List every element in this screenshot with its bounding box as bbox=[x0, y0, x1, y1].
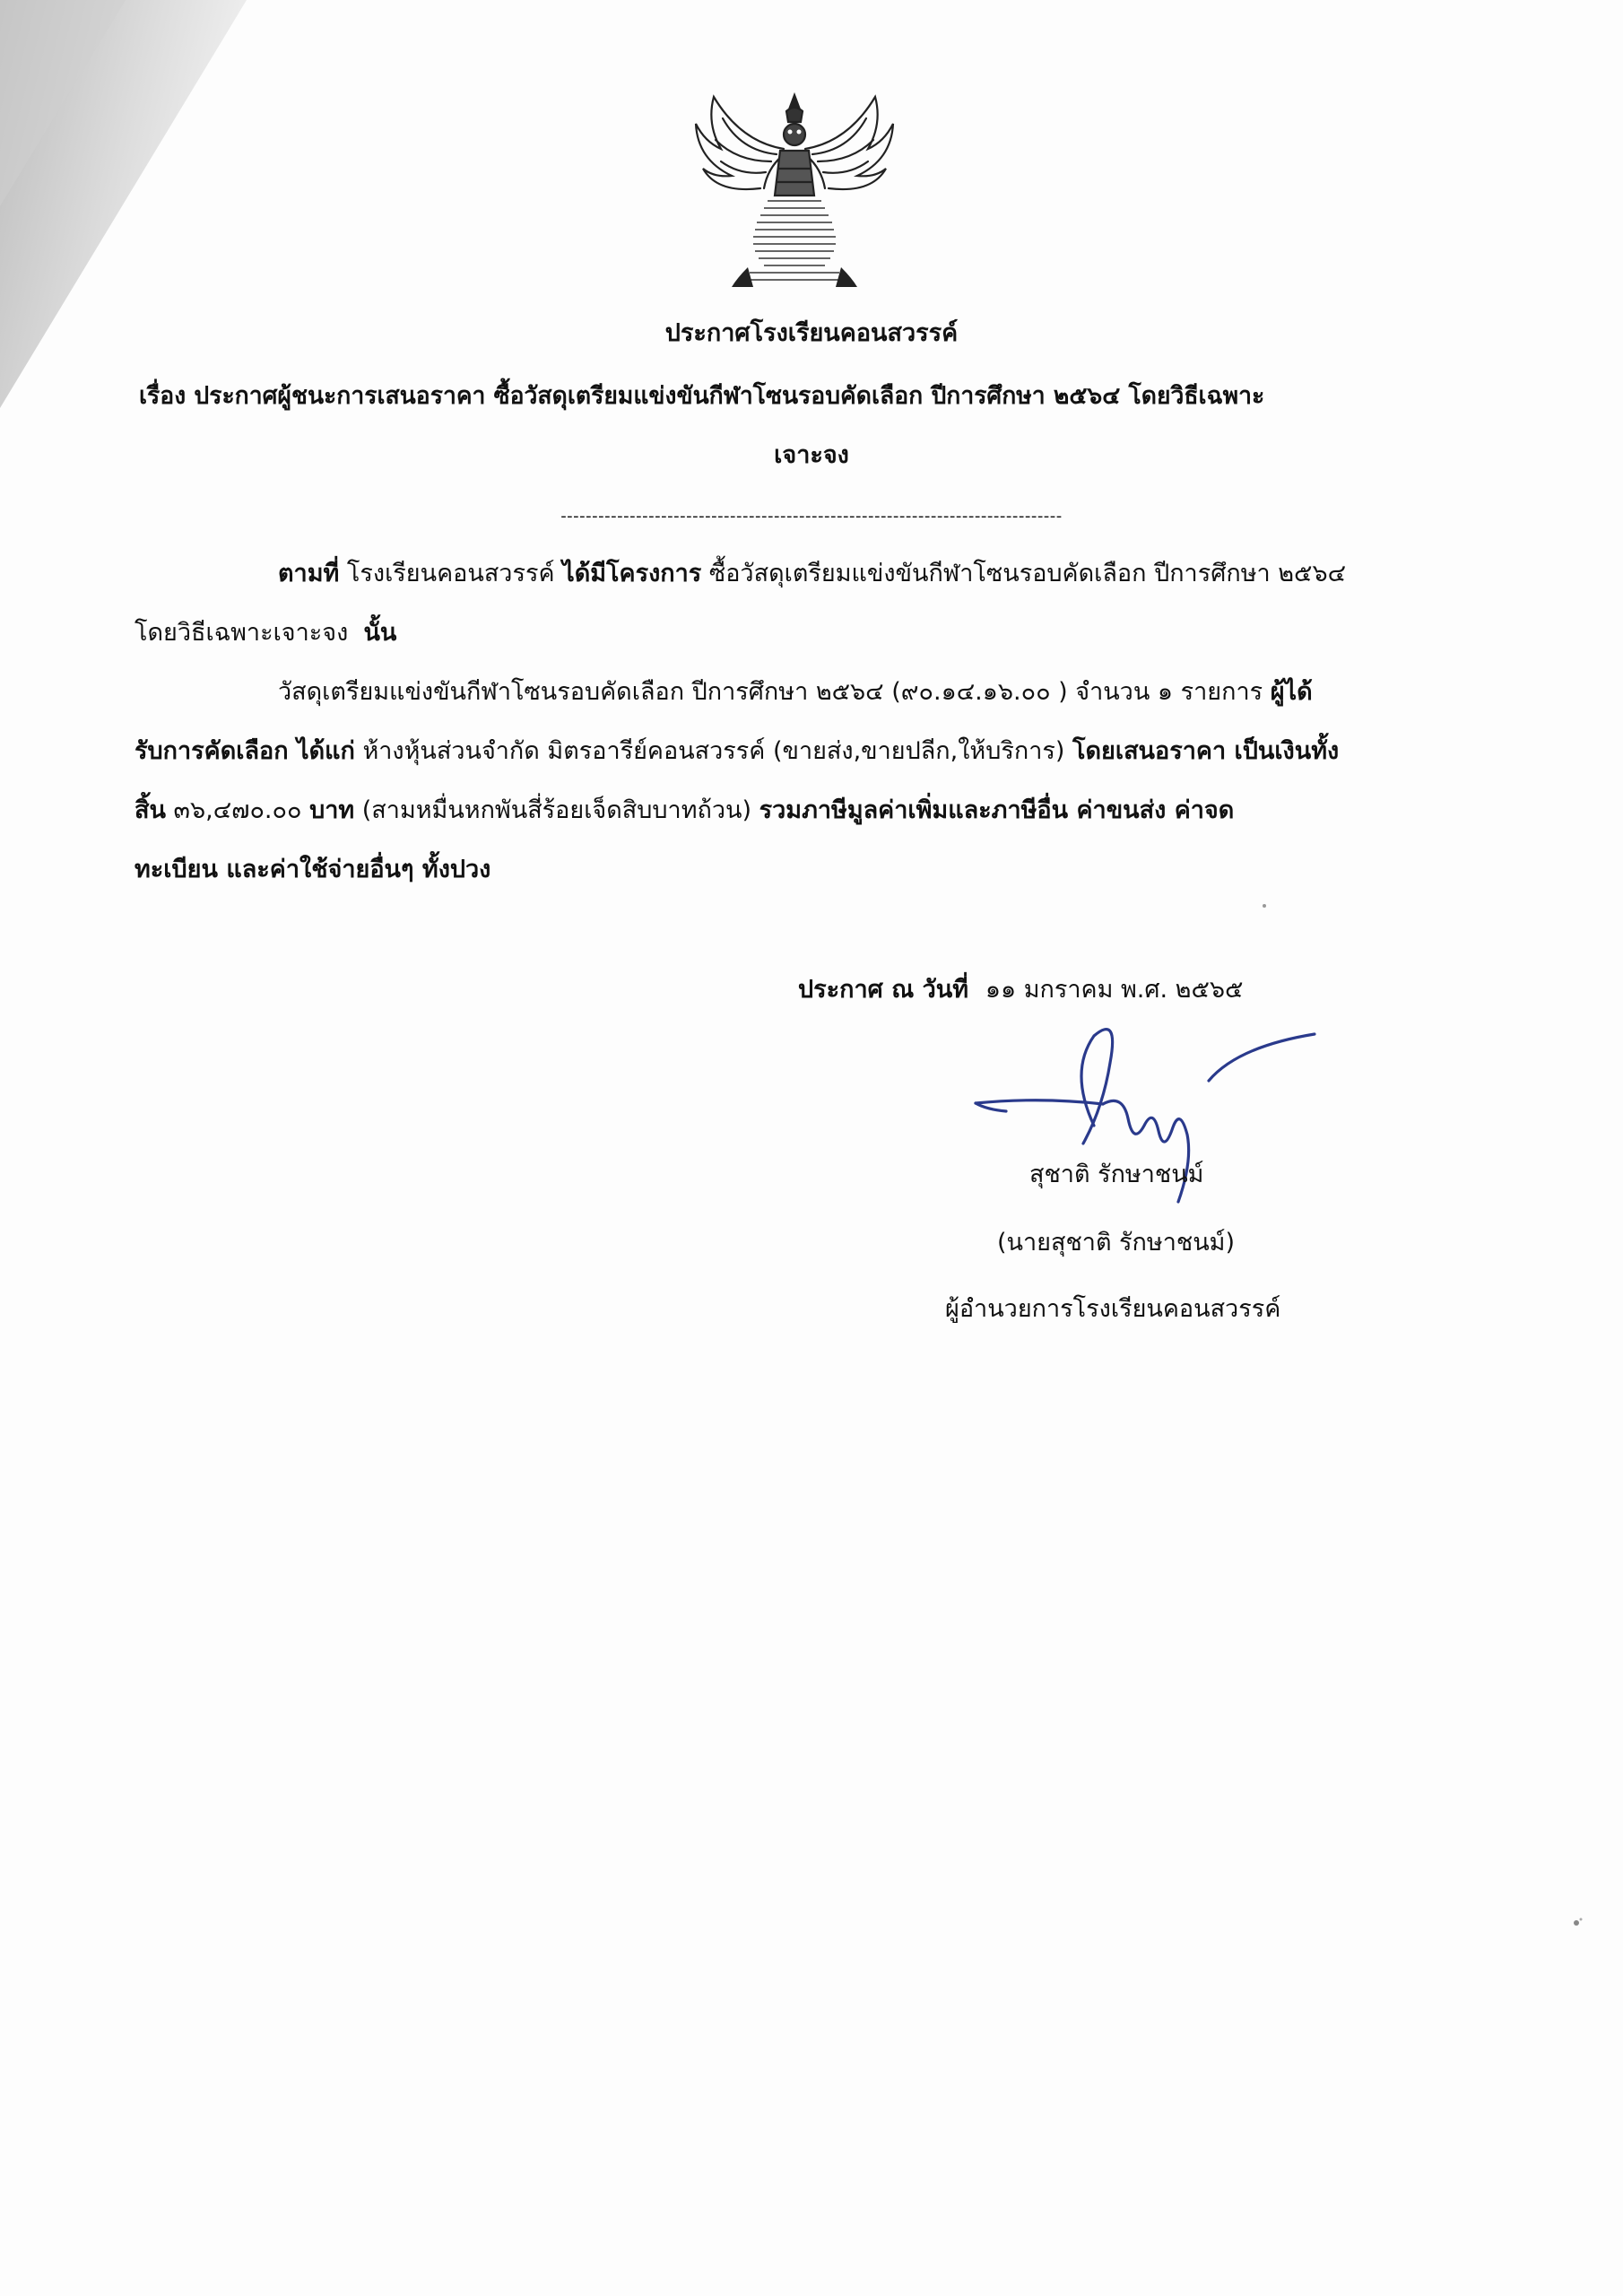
text-segment: สิ้น bbox=[135, 796, 166, 824]
winner-name: ห้างหุ้นส่วนจำกัด มิตรอารีย์คอนสวรรค์ (ขายส่ง,ขายปลีก,ให้บริการ) bbox=[362, 737, 1065, 765]
signed-name: สุชาติ รักษาชนม์ bbox=[1029, 1161, 1204, 1188]
method-text: โดยวิธีเฉพาะเจาะจง bbox=[135, 619, 349, 647]
item-description: วัสดุเตรียมแข่งขันกีฬาโซนรอบคัดเลือก ปีการศึกษา ๒๕๖๔ (๙๐.๑๔.๑๖.๐๐ ) จำนวน ๑ รายการ bbox=[278, 678, 1263, 706]
announcement-title: ประกาศโรงเรียนคอนสวรรค์ bbox=[664, 319, 959, 347]
project-name: ซื้อวัสดุเตรียมแข่งขันกีฬาโซนรอบคัดเลือก ปีการศึกษา ๒๕๖๔ bbox=[708, 560, 1347, 587]
text-segment: ตามที่ bbox=[278, 560, 340, 587]
printed-name: (นายสุชาติ รักษาชนม์) bbox=[997, 1229, 1235, 1257]
text-segment: ผู้ได้ bbox=[1270, 678, 1313, 706]
text-segment: รับการคัดเลือก ได้แก่ bbox=[135, 737, 355, 765]
header-divider: -------------------------------------------------------------------------------- bbox=[560, 507, 1063, 526]
paragraph-2-line-4: ทะเบียน และค่าใช้จ่ายอื่นๆ ทั้งปวง bbox=[135, 856, 491, 883]
school-name: โรงเรียนคอนสวรรค์ bbox=[346, 560, 555, 587]
amount-value: ๓๖,๔๗๐.๐๐ bbox=[173, 796, 302, 824]
date-label: ประกาศ ณ วันที่ bbox=[798, 976, 969, 1004]
signer-position: ผู้อำนวยการโรงเรียนคอนสวรรค์ bbox=[945, 1295, 1281, 1323]
text-segment: โดยเสนอราคา เป็นเงินทั้ง bbox=[1072, 737, 1340, 765]
text-segment: นั้น bbox=[363, 619, 397, 647]
text-segment: ได้มีโครงการ bbox=[562, 560, 702, 587]
subject-label: เรื่อง bbox=[139, 382, 187, 410]
subject-text: ประกาศผู้ชนะการเสนอราคา ซื้อวัสดุเตรียมแข่งขันกีฬาโซนรอบคัดเลือก ปีการศึกษา ๒๕๖๔ โดยวิธีเฉพาะ bbox=[194, 382, 1265, 410]
amount-in-words: (สามหมื่นหกพันสี่ร้อยเจ็ดสิบบาทถ้วน) bbox=[361, 796, 752, 824]
subject-line-2: เจาะจง bbox=[774, 441, 849, 469]
date-value: ๑๑ มกราคม พ.ศ. ๒๕๖๕ bbox=[985, 976, 1244, 1004]
text-segment: บาท bbox=[309, 796, 355, 824]
text-segment: รวมภาษีมูลค่าเพิ่มและภาษีอื่น ค่าขนส่ง ค่าจด bbox=[759, 796, 1235, 824]
